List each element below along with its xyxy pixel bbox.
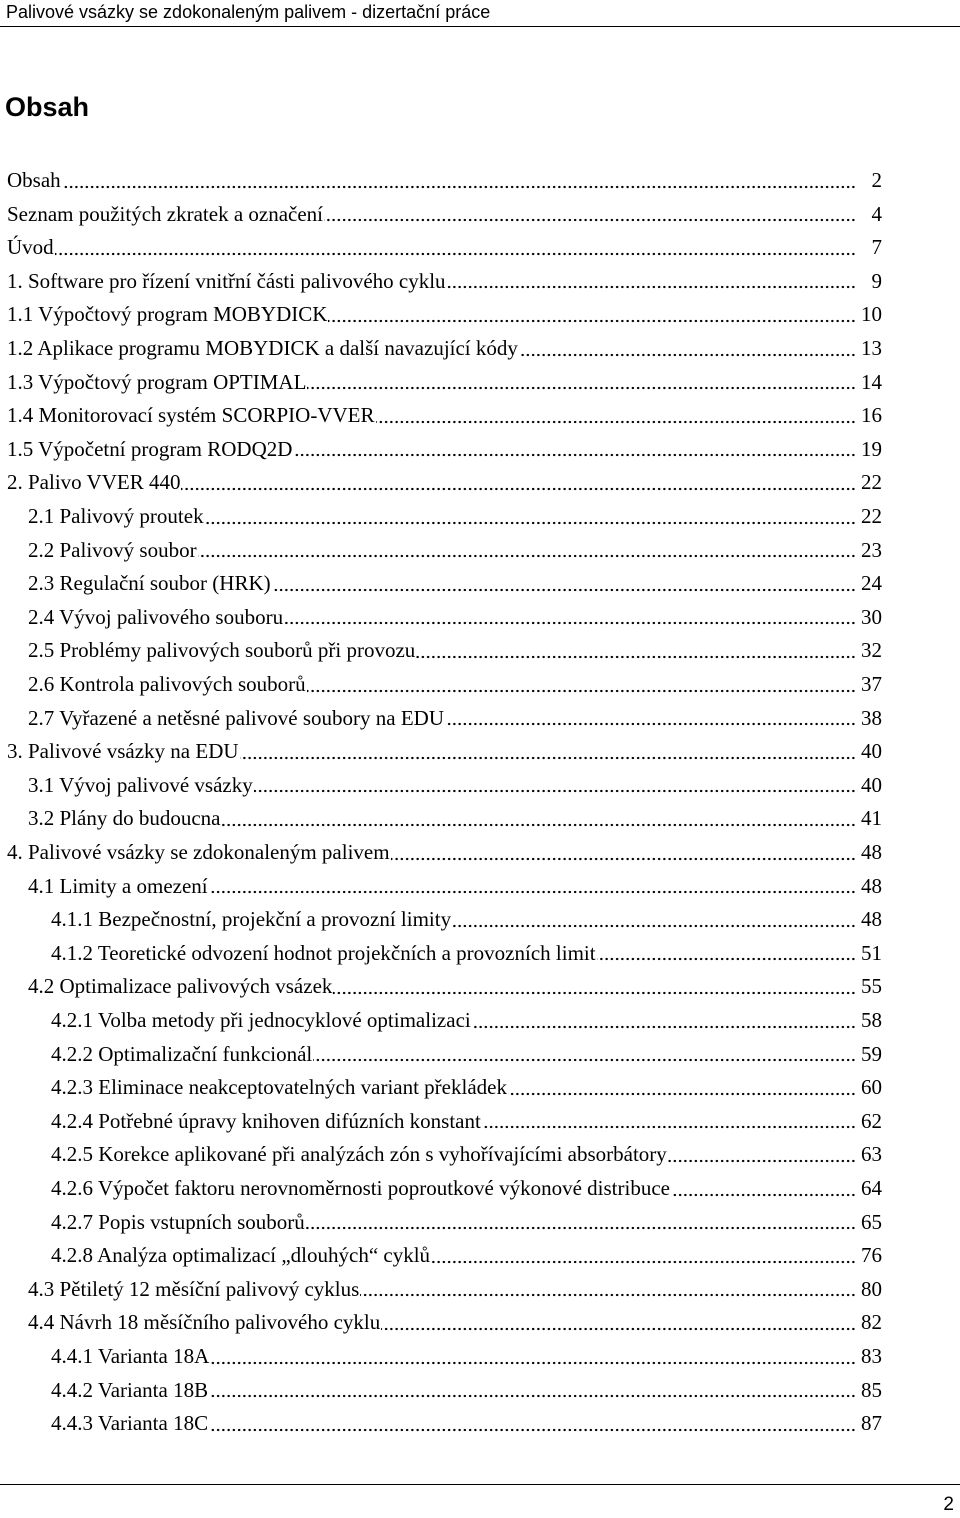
toc-entry[interactable] [0,1273,960,1307]
toc-entry-page-number: 80 [861,1276,882,1301]
toc-entry[interactable] [0,634,960,668]
toc-entry[interactable] [0,1172,960,1206]
toc-entry-page-number: 55 [861,974,882,999]
toc-entry-label [28,1273,856,1307]
toc-entry-title: 4.4.2 Varianta 18B [51,1377,209,1402]
toc-entry-label [28,601,856,635]
toc-entry-page-number: 51 [861,940,882,965]
toc-entry[interactable] [0,1038,960,1072]
toc-entry-title: 4.4.3 Varianta 18C [51,1411,209,1436]
header-divider [0,26,960,27]
toc-entry-title: 4.2.3 Eliminace neakceptovatelných variant překládek [51,1075,507,1100]
toc-entry-page-number: 30 [861,604,882,629]
toc-entry[interactable] [0,399,960,433]
toc-entry-page-number: 22 [861,470,882,495]
toc-entry-page-number: 40 [861,772,882,797]
toc-entry-page-number: 2 [871,168,882,192]
toc-entry-label [7,466,856,500]
toc-entry-page-number: 24 [861,571,882,596]
toc-entry-label [28,634,856,668]
toc-entry-title: 4. Palivové vsázky se zdokonaleným palivem [7,840,390,864]
toc-entry-page-number: 87 [861,1411,882,1436]
toc-entry[interactable] [0,1407,960,1441]
toc-entry-title: 1.3 Výpočtový program OPTIMAL [7,369,307,394]
toc-entry[interactable] [0,735,960,769]
toc-entry-label [7,735,856,769]
toc-entry-page-number: 19 [861,436,882,461]
toc-entry-label [51,1138,856,1172]
toc-entry-page-number: 9 [871,268,882,293]
toc-entry-title: 1. Software pro řízení vnitřní části palivového cyklu [7,268,446,293]
toc-entry-page-number: 38 [861,705,882,730]
toc-entry-label [51,1340,856,1374]
toc-entry[interactable] [0,668,960,702]
toc-entry-label [28,1306,856,1340]
toc-entry[interactable] [0,836,960,870]
toc-entry[interactable] [0,366,960,400]
toc-entry-label [51,1172,856,1206]
toc-entry-title: 4.4.1 Varianta 18A [51,1344,210,1368]
toc-entry-title: 1.5 Výpočetní program RODQ2D [7,436,293,461]
toc-entry-title: 2.5 Problémy palivových souborů při provozu [28,638,416,663]
toc-entry[interactable] [0,265,960,299]
toc-entry-label [7,298,856,332]
toc-entry-label [28,702,856,736]
toc-entry-label [51,1038,856,1072]
toc-entry-label [7,265,856,299]
toc-entry-label [7,332,856,366]
toc-entry[interactable] [0,769,960,803]
page-number: 2 [943,1494,954,1515]
toc-entry-label [51,1105,856,1139]
toc-entry-title: 4.1.1 Bezpečnostní, projekční a provozní limity [51,907,452,932]
toc-entry-label [28,769,856,803]
toc-entry-page-number: 40 [861,739,882,764]
toc-entry-label [28,567,856,601]
toc-entry[interactable] [0,433,960,467]
toc-entry-page-number: 7 [871,235,882,260]
toc-entry-label [7,231,856,265]
toc-entry-page-number: 14 [861,369,882,394]
toc-entry[interactable] [0,1239,960,1273]
toc-entry-page-number: 48 [861,907,882,932]
toc-entry-page-number: 85 [861,1377,882,1402]
toc-entry[interactable] [0,1004,960,1038]
toc-entry-title: 3.2 Plány do budoucna [28,806,221,831]
toc-entry[interactable] [0,702,960,736]
toc-entry-page-number: 60 [861,1075,882,1100]
toc-entry[interactable] [0,937,960,971]
toc-entry-page-number: 58 [861,1008,882,1032]
toc-entry-label [51,1239,856,1273]
toc-entry-title: 4.2.2 Optimalizační funkcionál [51,1041,313,1066]
toc-entry-title: 2.3 Regulační soubor (HRK) [28,571,271,596]
toc-entry-title: 3. Palivové vsázky na EDU [7,739,239,764]
toc-entry[interactable] [0,332,960,366]
toc-entry-page-number: 48 [861,840,882,864]
toc-entry-page-number: 4 [871,201,882,226]
toc-entry-page-number: 41 [861,806,882,831]
toc-entry-page-number: 48 [861,873,882,898]
toc-entry-title: 4.4 Návrh 18 měsíčního palivového cyklu [28,1310,381,1335]
toc-entry-title: 4.1.2 Teoretické odvození hodnot projekčních a provozních limit [51,940,596,965]
toc-entry-page-number: 22 [861,504,882,528]
toc-entry-title: 4.2.1 Volba metody při jednocyklové optimalizaci [51,1008,471,1032]
toc-entry-title: 2.2 Palivový soubor [28,537,197,562]
toc-entry-title: 2.1 Palivový proutek [28,504,204,528]
toc-entry-label [7,433,856,467]
toc-entry-title: 4.2.4 Potřebné úpravy knihoven difúzních konstant [51,1108,481,1133]
running-header: Palivové vsázky se zdokonaleným palivem - dizertační práce [6,2,491,22]
toc-entry-page-number: 10 [861,302,882,327]
toc-entry-label [7,366,856,400]
toc-entry-title: 4.2.6 Výpočet faktoru nerovnoměrnosti poproutkové výkonové distribuce [51,1176,670,1200]
toc-entry-page-number: 37 [861,672,882,696]
toc-entry-label [7,198,856,232]
page-title: Obsah [5,92,90,122]
toc-entry[interactable] [0,1340,960,1374]
toc-entry-label [51,903,856,937]
toc-entry[interactable] [0,1071,960,1105]
toc-entry-label [28,870,856,904]
toc-entry-label [28,500,856,534]
toc-entry-page-number: 23 [861,537,882,562]
toc-entry[interactable] [0,870,960,904]
toc-entry-title: Úvod [7,235,54,260]
toc-entry-label [28,534,856,568]
toc-entry[interactable] [0,1206,960,1240]
toc-entry-title: 1.1 Výpočtový program MOBYDICK [7,302,328,327]
toc-entry[interactable] [0,500,960,534]
toc-entry-title: Obsah [7,168,61,192]
toc-entry-page-number: 65 [861,1209,882,1234]
toc-entry[interactable] [0,231,960,265]
toc-entry-label [51,1407,856,1441]
toc-entry-title: 2.4 Vývoj palivového souboru [28,604,284,629]
toc-entry-page-number: 64 [861,1176,882,1200]
toc-entry-label [51,937,856,971]
toc-entry-title: 1.4 Monitorovací systém SCORPIO-VVER [7,403,375,428]
toc-entry[interactable] [0,970,960,1004]
toc-entry[interactable] [0,601,960,635]
toc-entry-label [51,1004,856,1038]
toc-entry-page-number: 76 [861,1243,882,1268]
toc-entry[interactable] [0,903,960,937]
toc-entry-label [28,970,856,1004]
toc-entry-title: 2.6 Kontrola palivových souborů [28,672,306,696]
toc-entry[interactable] [0,164,960,198]
toc-entry-label [7,164,856,198]
toc-entry-page-number: 62 [861,1108,882,1133]
toc-entry-title: Seznam použitých zkratek a označení [7,201,324,226]
toc-entry[interactable] [0,1105,960,1139]
toc-entry[interactable] [0,1306,960,1340]
toc-entry[interactable] [0,466,960,500]
toc-entry-label [28,802,856,836]
toc-entry-page-number: 32 [861,638,882,663]
toc-entry-page-number: 13 [861,336,882,360]
toc-entry-label [7,399,856,433]
toc-entry[interactable] [0,567,960,601]
toc-entry-page-number: 83 [861,1344,882,1368]
toc-entry[interactable] [0,1374,960,1408]
toc-entry-title: 4.2.8 Analýza optimalizací „dlouhých“ cyklů [51,1243,431,1268]
toc-entry[interactable] [0,534,960,568]
toc-entry-label [51,1206,856,1240]
toc-entry-title: 2. Palivo VVER 440 [7,470,181,495]
toc-entry-title: 2.7 Vyřazené a netěsné palivové soubory na EDU [28,705,444,730]
toc-entry-title: 4.2.5 Korekce aplikované při analýzách zón s vyhořívajícími absorbátory [51,1142,667,1167]
toc-entry-page-number: 63 [861,1142,882,1167]
toc-entry[interactable] [0,198,960,232]
toc-entry-title: 1.2 Aplikace programu MOBYDICK a další navazující kódy [7,336,518,360]
toc-entry[interactable] [0,802,960,836]
toc-entry-label [7,836,856,870]
toc-entry[interactable] [0,1138,960,1172]
toc-entry-page-number: 82 [861,1310,882,1335]
footer-divider [0,1484,960,1485]
toc-entry-page-number: 16 [861,403,882,428]
toc-entry[interactable] [0,298,960,332]
toc-entry-label [51,1071,856,1105]
toc-entry-label [28,668,856,702]
toc-entry-title: 4.2.7 Popis vstupních souborů [51,1209,305,1234]
toc-entry-label [51,1374,856,1408]
toc-entry-title: 4.3 Pětiletý 12 měsíční palivový cyklus [28,1276,360,1301]
toc-entry-title: 4.1 Limity a omezení [28,873,208,898]
toc-entry-page-number: 59 [861,1041,882,1066]
toc-entry-title: 3.1 Vývoj palivové vsázky [28,772,253,797]
toc-entry-title: 4.2 Optimalizace palivových vsázek [28,974,333,999]
